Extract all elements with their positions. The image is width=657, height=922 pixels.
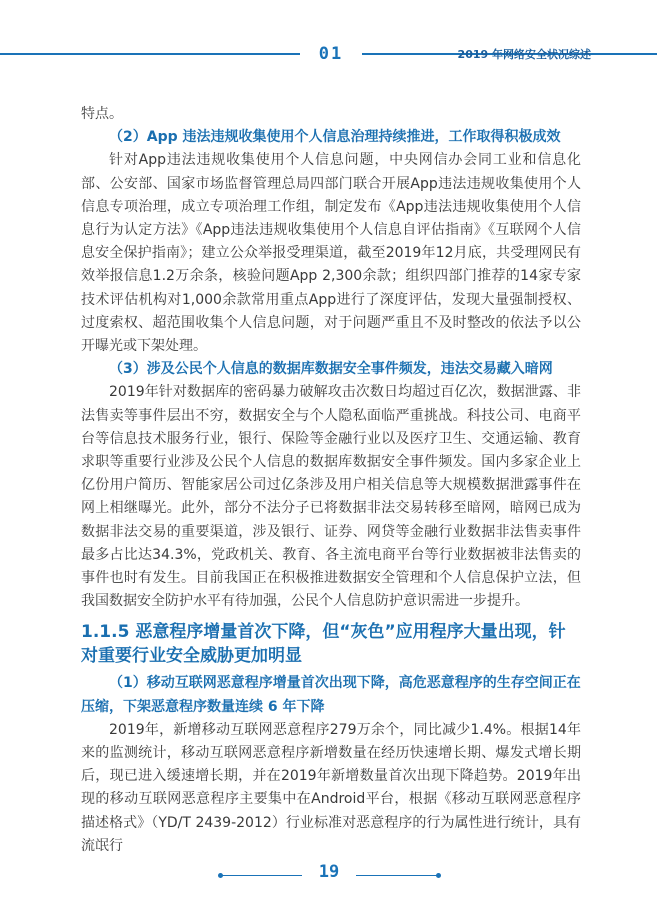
paragraph-database-security: 2019年针对数据库的密码暴力破解攻击次数日均超过百亿次，数据泄露、非法售卖等事件层出不穷，数据安全与个人隐私面临严重挑战。科技公司、电商平台等信息技术服务行业，银行、保险等金融行业以及医疗卫生、交通运输、教育求职等重要行业涉及公民个人信息的数据库数据安全事件频发。国内多家企业上亿份用户简历、智能家居公司过亿条涉及用户相关信息等大规模数据泄露事件在网上相继曝光。此外，部分不法分子已将数据非法交易转移至暗网，暗网已成为数据非法交易的重要渠道，涉及银行、证券、网贷等金融行业数据非法售卖事件最多占比达34.3%，党政机关、教育、各主流电商平台等行业数据被非法售卖的事件也时有发生。目前我国正在积极推进数据安全管理和个人信息保护立法，但我国数据安全防护水平有待加强，公民个人信息防护意识需进一步提升。 — [81, 384, 581, 610]
page-body — [81, 103, 581, 858]
footer-rule-left — [220, 875, 302, 876]
subheading-malware-decline: （1）移动互联网恶意程序增量首次出现下降，高危恶意程序的生存空间正在压缩，下架恶意程序数量连续 6 年下降 — [81, 675, 581, 715]
paragraph-continued: 特点。 — [81, 106, 123, 122]
footer-rule-right — [356, 875, 438, 876]
paragraph-app-governance: 针对App违法违规收集使用个人信息问题，中央网信办会同工业和信息化部、公安部、国家市场监督管理总局四部门联合开展App违法违规收集使用个人信息专项治理，成立专项治理工作组，制定发布《App违法违规收集使用个人信息行为认定方法》《App违法违规收集使用个人信息自评估指南》《互联网个人信息安全保护指南》；建立公众举报受理渠道，截至2019年12月底，共受理网民有效举报信息1.2万余条，核验问题App 2,300余款；组织四部门推荐的14家专家技术评估机构对1,000余款常用重点App进行了深度评估，发现大量强制授权、过度索权、超范围收集个人信息问题，对于问题严重且不及时整改的依法予以公开曝光或下架处理。 — [81, 152, 581, 355]
subheading-database-security: （3）涉及公民个人信息的数据库数据安全事件频发，违法交易藏入暗网 — [109, 361, 553, 378]
header-rule-left — [0, 53, 300, 55]
section-title-1-1-5: 1.1.5 恶意程序增量首次下降，但“灰色”应用程序大量出现，针对重要行业安全威胁更加明显 — [81, 622, 566, 667]
page-number: 19 — [318, 862, 340, 882]
chapter-number: 01 — [318, 44, 344, 64]
paragraph-malware-decline: 2019年，新增移动互联网恶意程序279万余个，同比减少1.4%。根据14年来的监测统计，移动互联网恶意程序新增数量在经历快速增长期、爆发式增长期后，现已进入缓速增长期，并在2019年新增数量首次出现下降趋势。2019年出现的移动互联网恶意程序主要集中在Android平台，根据《移动互联网恶意程序描述格式》（YD/T 2439-2012）行业标准对恶意程序的行为属性进行统计，具有流氓行 — [81, 721, 581, 854]
footer-dot-right — [436, 873, 441, 878]
subheading-app-governance: （2）App 违法违规收集使用个人信息治理持续推进，工作取得积极成效 — [109, 129, 561, 146]
footer-dot-left — [218, 873, 223, 878]
running-header-title: 2019 年网络安全状况综述 — [457, 48, 591, 61]
